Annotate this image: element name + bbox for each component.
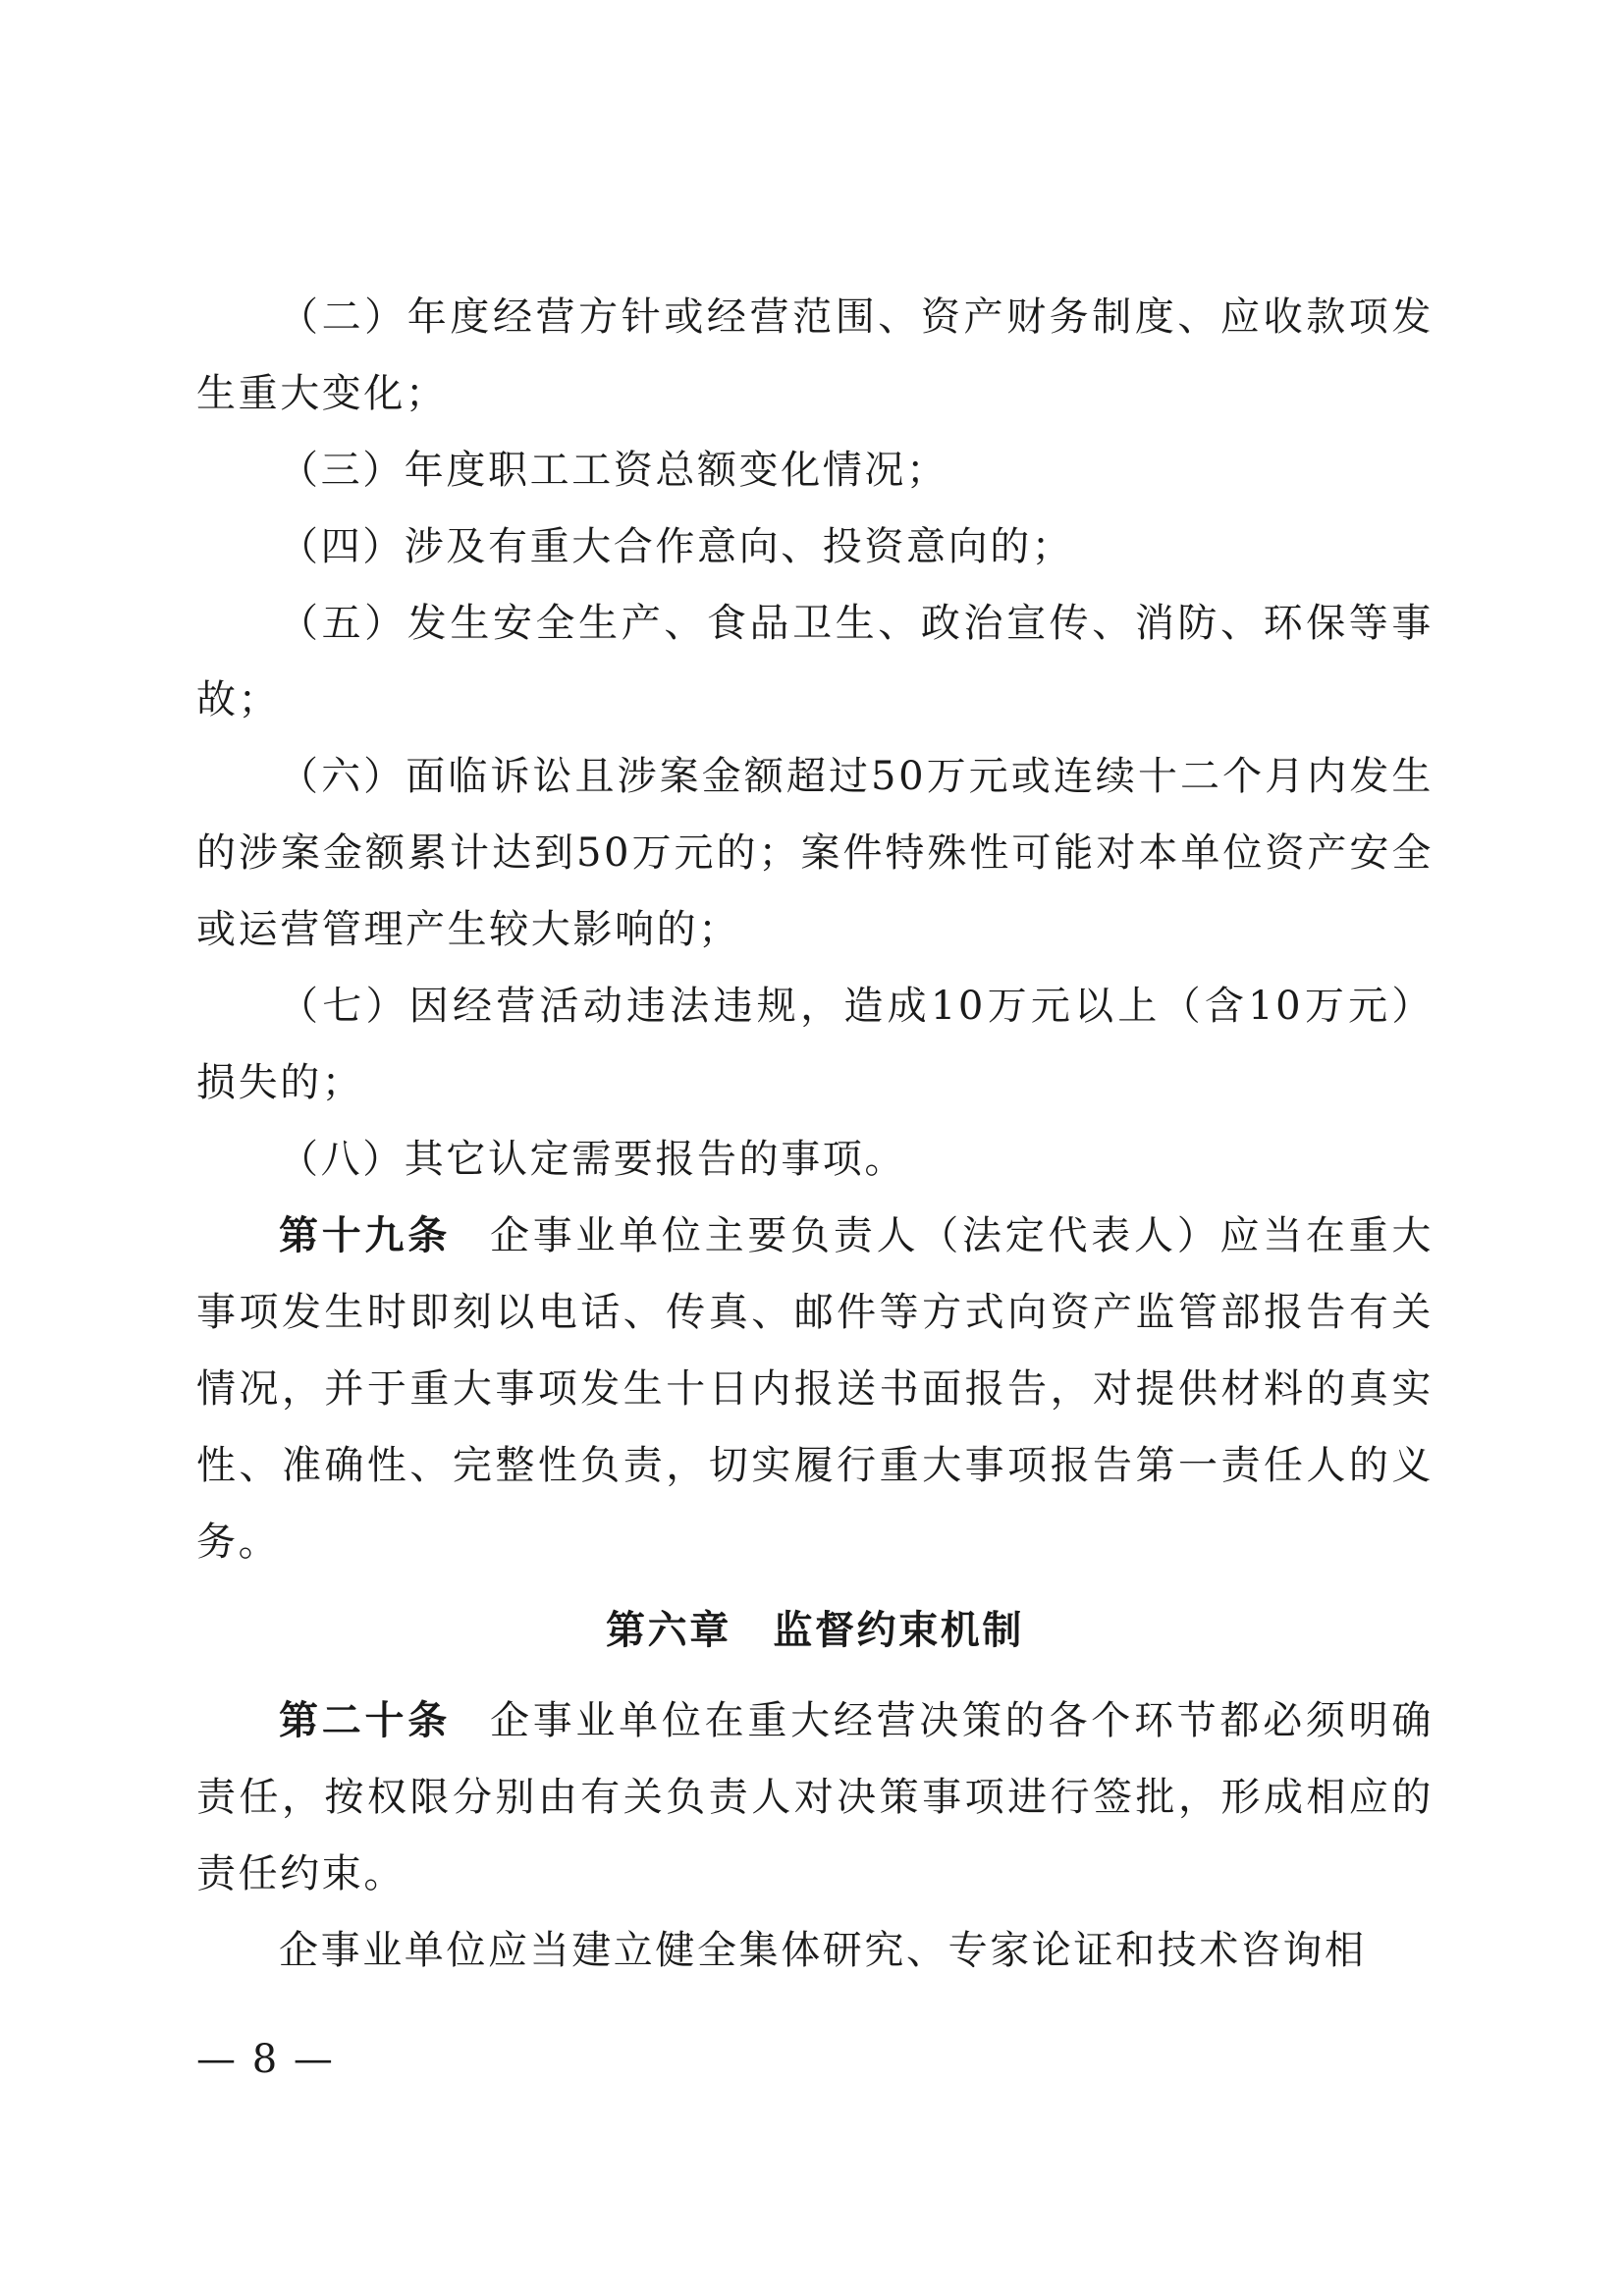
list-item-2: （二）年度经营方针或经营范围、资产财务制度、应收款项发生重大变化； <box>196 294 1434 416</box>
article-20-text: 企事业单位在重大经营决策的各个环节都必须明确责任，按权限分别由有关负责人对决策事项进行签批，形成相应的责任约束。 <box>196 1698 1435 1896</box>
article-19-label: 第十九条 <box>279 1213 451 1258</box>
list-item-8: （八）其它认定需要报告的事项。 <box>279 1137 906 1182</box>
chapter-heading: 第六章 监督约束机制 <box>606 1608 1024 1653</box>
page-number: — 8 — <box>196 2037 335 2082</box>
list-item-4: （四）涉及有重大合作意向、投资意向的； <box>279 524 1074 569</box>
list-item-3: （三）年度职工工资总额变化情况； <box>279 448 948 493</box>
article-20-label: 第二十条 <box>279 1698 451 1743</box>
list-item-7: （七）因经营活动违法违规，造成10万元以上（含10万元）损失的； <box>196 984 1434 1105</box>
document-body <box>196 279 1434 1989</box>
article-19-text: 企事业单位主要负责人（法定代表人）应当在重大事项发生时即刻以电话、传真、邮件等方式向资产监管部报告有关情况，并于重大事项发生十日内报送书面报告，对提供材料的真实性、准确性、完整性负责，切实履行重大事项报告第一责任人的义务。 <box>196 1213 1435 1565</box>
article-20-paragraph-2: 企事业单位应当建立健全集体研究、专家论证和技术咨询相 <box>279 1928 1367 1973</box>
list-item-5: （五）发生安全生产、食品卫生、政治宣传、消防、环保等事故； <box>196 601 1434 722</box>
article-20 <box>196 1682 1434 1912</box>
article-19 <box>196 1198 1434 1580</box>
list-item-6: （六）面临诉讼且涉案金额超过50万元或连续十二个月内发生的涉案金额累计达到50万元的；案件特殊性可能对本单位资产安全或运营管理产生较大影响的； <box>196 754 1434 952</box>
